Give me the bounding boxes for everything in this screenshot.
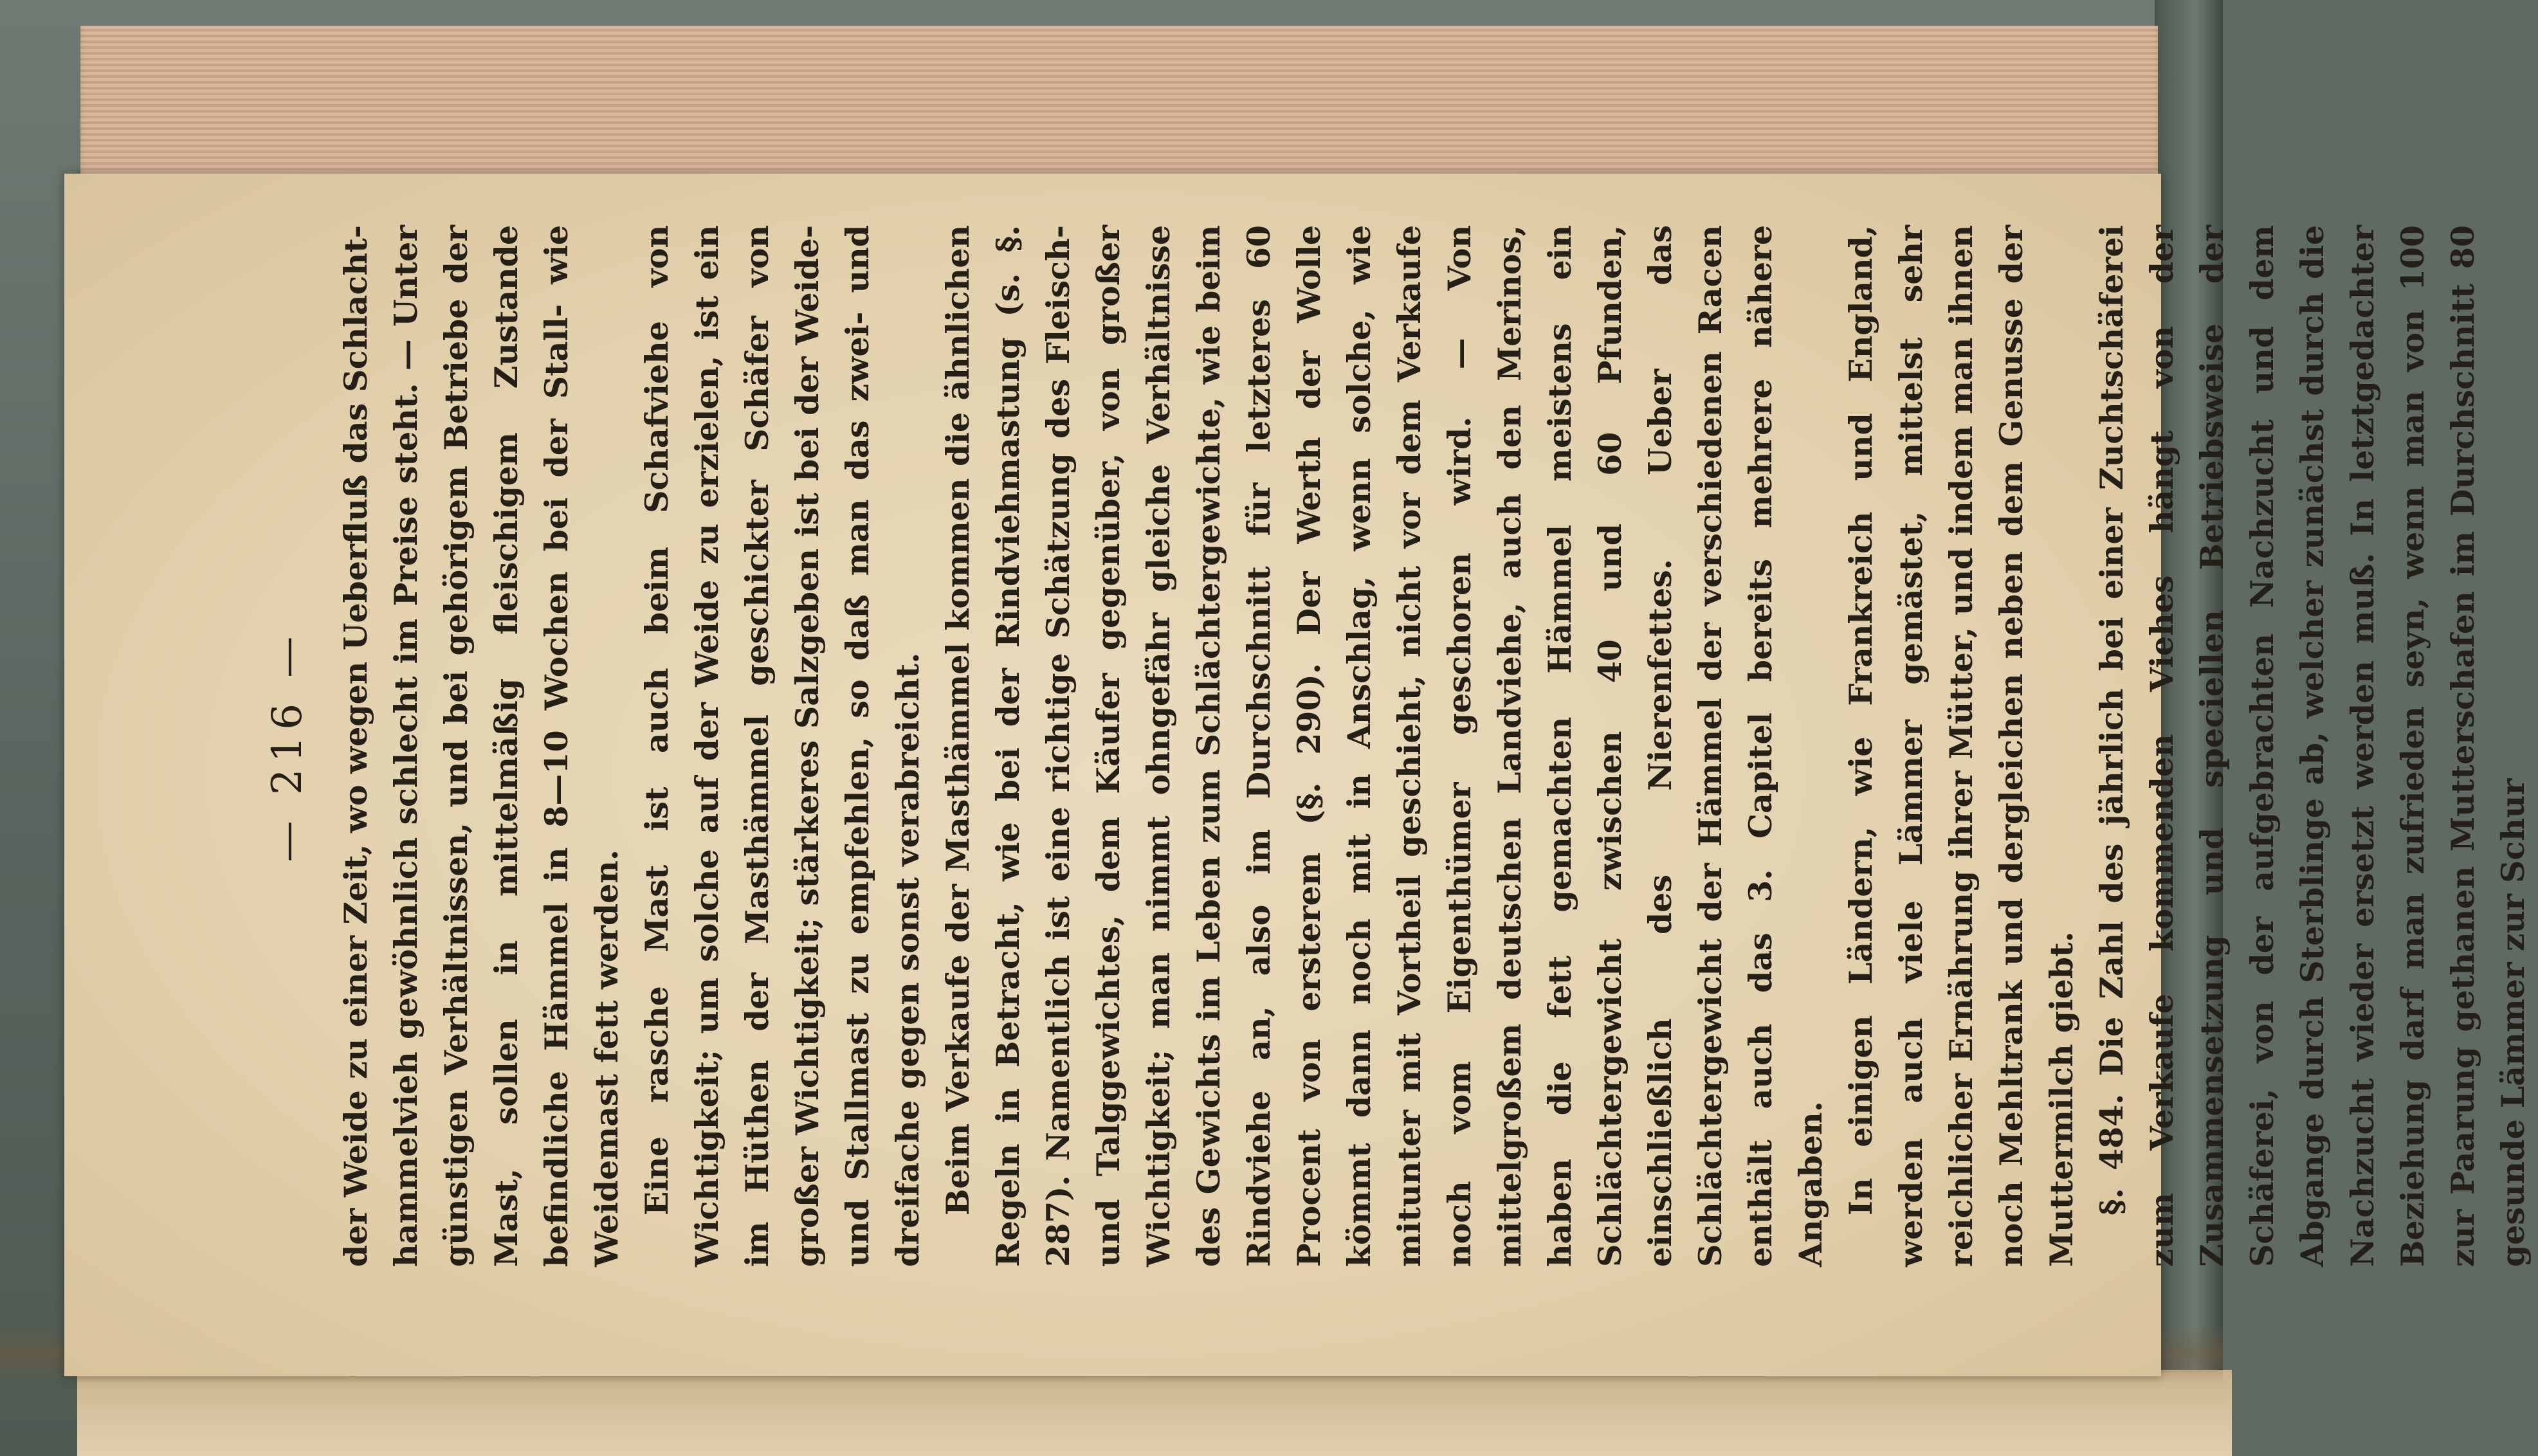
paragraph-3: In einigen Ländern, wie Frankreich und England, werden auch viele Lämmer gemästet, mittelst sehr reichlicher Ernährung ihrer Mütter, und indem man ihnen noch Mehltrank und dergleichen neben dem Genusse der Muttermilch giebt. [1842, 225, 2080, 1267]
paragraph-4 [2086, 225, 2538, 1267]
facing-page-edge [77, 1370, 2232, 1456]
page-edges [80, 26, 2158, 180]
paragraph-4-text: Die Zahl des jährlich bei einer Zuchtschäferei zum Verkaufe kommenden Viehes hängt von der Zusammensetzung und speciellen Betriebsweise der Schäferei, von der aufgebrachten Nachzucht und dem Abgange durch Sterblinge ab, welcher zunächst durch die Nachzucht wieder ersetzt werden muß. In letztgedachter Beziehung darf man zufrieden seyn, wenn man von 100 zur Paarung gethanen Mutterschafen im Durchschnitt 80 gesunde Lämmer zur Schur [2093, 224, 2532, 1267]
rotated-text-block [264, 224, 2532, 1267]
paragraph-2: Beim Verkaufe der Masthämmel kommen die ähnlichen Regeln in Betracht, wie bei der Rindviehmastung (s. §. 287). Namentlich ist eine richtige Schätzung des Fleisch- und Talggewichtes, dem Käufer gegenüber, von großer Wichtigkeit; man nimmt ohngefähr gleiche Verhältnisse des Gewichts im Leben zum Schlächtergewichte, wie beim Rindviehe an, also im Durchschnitt für letzteres 60 Procent von ersterem (§. 290). Der Werth der Wolle kömmt dann noch mit in Anschlag, wenn solche, wie mitunter mit Vortheil geschieht, nicht vor dem Verkaufe noch vom Eigenthümer geschoren wird. — Von mittelgroßem deutschen Landviehe, auch den Merinos, haben die fett gemachten Hämmel meistens ein Schlächtergewicht zwischen 40 und 60 Pfunden, einschließlich des Nierenfettes. Ueber das Schlächtergewicht der Hämmel der verschiedenen Racen enthält auch das 3. Capitel bereits mehrere nähere Angaben. [939, 225, 1829, 1267]
paragraph-1: Eine rasche Mast ist auch beim Schafviehe von Wichtigkeit; um solche auf der Weide zu erzielen, ist ein im Hüthen der Masthämmel geschickter Schäfer von großer Wichtigkeit; stärkeres Salzgeben ist bei der Weide- und Stallmast zu empfehlen, so daß man das zwei- und dreifache gegen sonst verabreicht. [638, 225, 926, 1267]
page-number-header: — 216 — [264, 630, 311, 862]
paragraph-0: der Weide zu einer Zeit, wo wegen Ueberfluß das Schlacht-hammelvieh gewöhnlich schlecht im Preise steht. — Unter günstigen Verhältnissen, und bei gehörigem Betriebe der Mast, sollen in mittelmäßig fleischigem Zustande befindliche Hämmel in 8—10 Wochen bei der Stall- wie Weidemast fett werden. [337, 225, 625, 1267]
section-label: §. 484. [2093, 1093, 2130, 1215]
page-body [331, 225, 2538, 1267]
